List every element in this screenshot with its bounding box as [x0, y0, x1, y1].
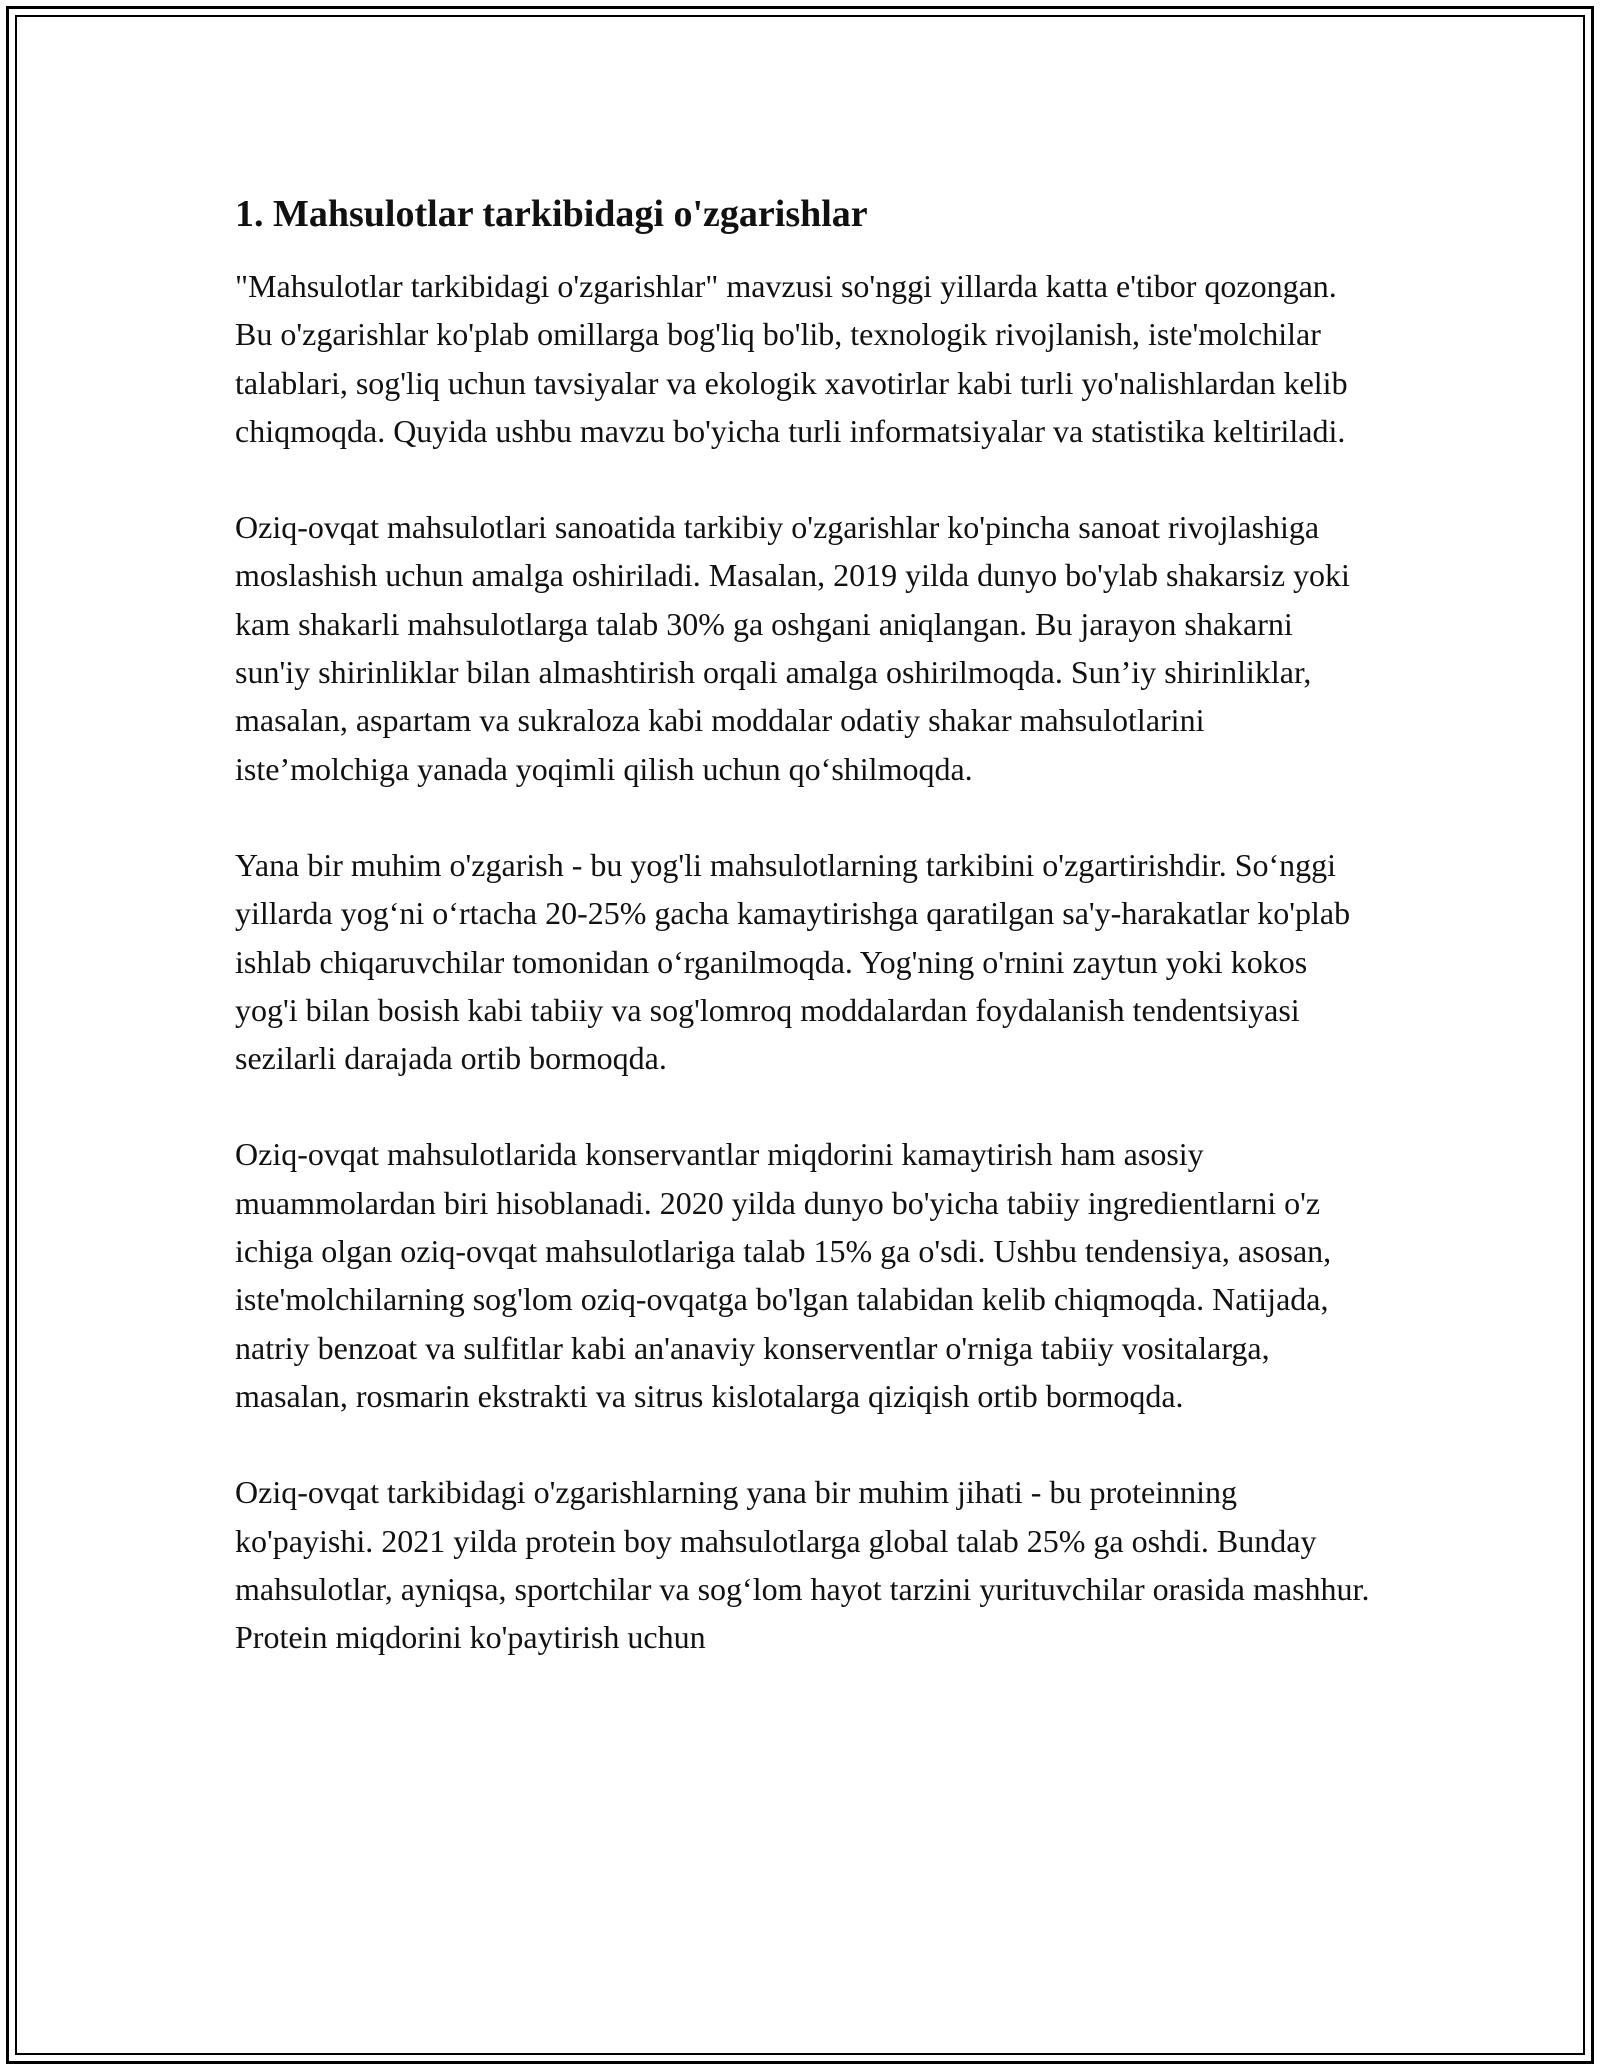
paragraph-preservatives: Oziq-ovqat mahsulotlarida konservantlar miqdorini kamaytirish ham asosiy muammolardan biri hisoblanadi. 2020 yilda dunyo bo'yicha tabiiy ingredientlarni o'z ichiga olgan oziq-ovqat mahsulotlariga talab 15% ga o'sdi. Ushbu tendensiya, asosan, iste'molchilarning sog'lom oziq-ovqatga bo'lgan talabidan kelib chiqmoqda. Natijada, natriy benzoat va sulfitlar kabi an'anaviy konserventlar o'rniga tabiiy vositalarga, masalan, rosmarin ekstrakti va sitrus kislotalarga qiziqish ortib bormoqda. [235, 1136, 1332, 1414]
paragraph-intro: "Mahsulotlar tarkibidagi o'zgarishlar" mavzusi so'nggi yillarda katta e'tibor qozongan. Bu o'zgarishlar ko'plab omillarga bog'liq bo'lib, texnologik rivojlanish, iste'molchilar talablari, sog'liq uchun tavsiyalar va ekologik xavotirlar kabi turli yo'nalishlardan kelib chiqmoqda. Quyida ushbu mavzu bo'yicha turli informatsiyalar va statistika keltiriladi. [235, 268, 1348, 449]
paragraph-protein: Oziq-ovqat tarkibidagi o'zgarishlarning yana bir muhim jihati - bu proteinning ko'payishi. 2021 yilda protein boy mahsulotlarga global talab 25% ga oshdi. Bunday mahsulotlar, ayniqsa, sportchilar va sog‘lom hayot tarzini yurituvchilar orasida mashhur. Protein miqdorini ko'paytirish uchun [235, 1474, 1370, 1656]
document-body [235, 188, 1375, 1709]
paragraph-sugar: Oziq-ovqat mahsulotlari sanoatida tarkibiy o'zgarishlar ko'pincha sanoat rivojlashiga moslashish uchun amalga oshiriladi. Masalan, 2019 yilda dunyo bo'ylab shakarsiz yoki kam shakarli mahsulotlarga talab 30% ga oshgani aniqlangan. Bu jarayon shakarni sun'iy shirinliklar bilan almashtirish orqali amalga oshirilmoqda. Sun’iy shirinliklar, masalan, aspartam va sukraloza kabi moddalar odatiy shakar mahsulotlarini iste’molchiga yanada yoqimli qilish uchun qo‘shilmoqda. [235, 509, 1350, 787]
paragraph-fat: Yana bir muhim o'zgarish - bu yog'li mahsulotlarning tarkibini o'zgartirishdir. So‘nggi yillarda yog‘ni o‘rtacha 20-25% gacha kamaytirishga qaratilgan sa'y-harakatlar ko'plab ishlab chiqaruvchilar tomonidan o‘rganilmoqda. Yog'ning o'rnini zaytun yoki kokos yog'i bilan bosish kabi tabiiy va sog'lomroq moddalardan foydalanish tendentsiyasi sezilarli darajada ortib bormoqda. [235, 846, 1351, 1077]
section-heading: 1. Mahsulotlar tarkibidagi o'zgarishlar [235, 193, 868, 235]
